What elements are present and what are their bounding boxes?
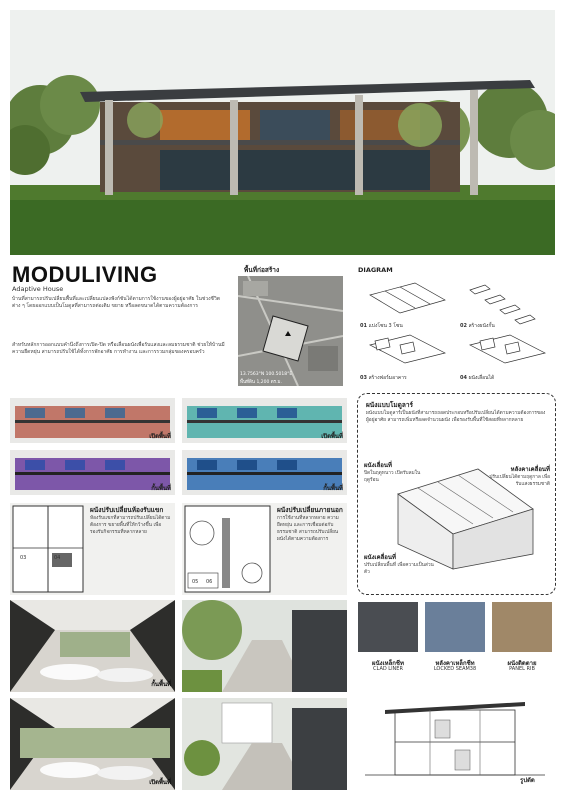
elevation-4 (182, 450, 347, 495)
elevation-4-image (182, 450, 347, 495)
callout-3-text: ปรับเปลี่ยนพื้นที่ เพื่อความเป็นส่วนตัว (364, 563, 434, 575)
diagram-title: DIAGRAM (358, 266, 393, 274)
intro-paragraph-1: บ้านที่สามารถปรับเปลี่ยนพื้นที่และเปลี่ยนแปลงฟังก์ชันได้ตามการใช้งานของผู้อยู่อาศัย ในช่วงชีวิตต่าง ๆ โดยออกแบบเป็นโมดูลที่สามารถต่อเติม ขยาย หรือลดขนาดได้ตามความต้องการ (12, 296, 221, 310)
callout-3-title: ผนังเคลื่อนที่ (364, 554, 396, 561)
walkway-photo-2 (182, 698, 347, 790)
callout-moving-roof (488, 464, 550, 488)
elevation-3-image (10, 450, 175, 495)
wall-panel-heading: ผนังแบบโมดูลาร์ (366, 401, 413, 409)
house-render-image (10, 10, 555, 255)
material-2-th: หลังคาเหล็กชีท (435, 660, 475, 667)
room-plan-text: ห้องรับแขกที่สามารถปรับเปลี่ยนได้ตามต้องการ ขยายพื้นที่ให้กว้างขึ้น เพื่อรองรับกิจกรรมที่หลากหลาย (90, 516, 171, 535)
material-1-th: ผนังเหล็กชีท (372, 660, 404, 667)
callout-1-text: ปิดในฤดูหนาว เปิดรับลมในฤดูร้อน (364, 471, 421, 483)
room-label-04: 04 (54, 555, 61, 561)
interior-photo-2 (10, 698, 175, 790)
intro-paragraph-2: สำหรับหลักการออกแบบคำนึงถึงการเปิด-ปิด หรือเลื่อนผนังเพื่อรับแสงและลมธรรมชาติ ช่วยให้บ้านมีความยืดหยุ่น สามารถปรับใช้ได้ทั้งการพักอาศัย การทำงาน และการรวมกลุ่มของครอบครัว (12, 342, 225, 356)
elevation-2 (182, 398, 347, 443)
callout-2-title: หลังคาเคลื่อนที่ (510, 466, 550, 473)
elevation-3-label: กั้นพื้นที่ (151, 485, 171, 492)
site-map-image (238, 276, 343, 386)
diagram-step-3: 03 สร้างฟอร์มอาคาร (360, 375, 407, 381)
elevation-3 (10, 450, 175, 495)
exterior-plan-heading: ผนังปรับเปลี่ยนภายนอก (277, 506, 343, 514)
callout-sliding-wall (364, 460, 424, 484)
elevation-4-label: กั้นพื้นที่ (323, 485, 343, 492)
material-3-th: ผนังติดตาย (507, 660, 537, 667)
walkway-photo-1 (182, 600, 347, 692)
site-title: พื้นที่ก่อสร้าง (244, 266, 280, 274)
wall-panel-text: ผนังแบบโมดูลาร์เป็นผนังที่สามารถถอดประกอบหรือปรับเปลี่ยนได้ตามความต้องการของผู้อยู่อาศัย สามารถเพิ่มหรือลดจำนวนผนัง เพื่อรองรับพื้นที่ใช้สอยที่หลากหลาย (366, 411, 546, 423)
room-label-03: 03 (20, 555, 27, 561)
exterior-plan (182, 503, 347, 595)
material-3-en: PANEL RIB (509, 666, 535, 672)
callout-1-title: ผนังเลื่อนที่ (364, 462, 392, 469)
site-map (238, 276, 343, 386)
callout-2-text: ปรับเปลี่ยนได้ตามฤดูกาล เพื่อรับแสงธรรมชาติ (489, 475, 550, 487)
interior-photo-1-label: กั้นพื้นที่ (151, 681, 171, 688)
material-swatch-clad-liner (358, 602, 418, 652)
room-plan (10, 503, 175, 595)
interior-photo-1 (10, 600, 175, 692)
site-coord-1: 13.7563°N 100.5018°E (240, 372, 293, 377)
diagram-step-2: 02 สร้างผนังกั้น (460, 323, 495, 329)
material-swatch-panel-rib (492, 602, 552, 652)
section-drawing (360, 690, 550, 785)
modular-wall-panel (357, 393, 556, 595)
project-title: MODULIVING (12, 262, 158, 287)
exterior-plan-text: การใช้งานที่หลากหลาย ความยืดหยุ่น และการเชื่อมต่อกับธรรมชาติ สามารถปรับเปลี่ยนผนังได้ตามความต้องการ (277, 516, 339, 542)
project-subtitle: Adaptive House (12, 285, 64, 293)
diagram-step-1: 01 แบ่งโซน 3 โซน (360, 323, 403, 329)
walkway-photo-2-image (182, 698, 347, 790)
section-label: รูปตัด (520, 777, 535, 784)
elevation-1-label: เปิดพื้นที่ (149, 433, 171, 440)
material-swatch-locked-seam (425, 602, 485, 652)
callout-moving-wall (364, 552, 434, 576)
diagram-illustration (360, 275, 555, 385)
site-coord-2: พื้นที่ดิน 1,200 ตร.ม. (240, 380, 282, 385)
material-1-en: CLAD LINER (373, 666, 403, 672)
interior-photo-2-label: เปิดพื้นที่ (149, 779, 171, 786)
room-label-05: 05 (192, 579, 199, 585)
elevation-1 (10, 398, 175, 443)
walkway-photo-1-image (182, 600, 347, 692)
hero-render (10, 10, 555, 255)
room-plan-drawing (10, 503, 85, 595)
diagram-step-4: 04 ผนังเลื่อนได้ (460, 375, 495, 381)
interior-photo-1-image (10, 600, 175, 692)
elevation-2-label: เปิดพื้นที่ (321, 433, 343, 440)
room-plan-heading: ผนังปรับเปลี่ยนห้องรับแขก (90, 506, 164, 514)
material-2-en: LOCKED SEAM38 (433, 666, 477, 672)
room-label-06: 06 (206, 579, 213, 585)
